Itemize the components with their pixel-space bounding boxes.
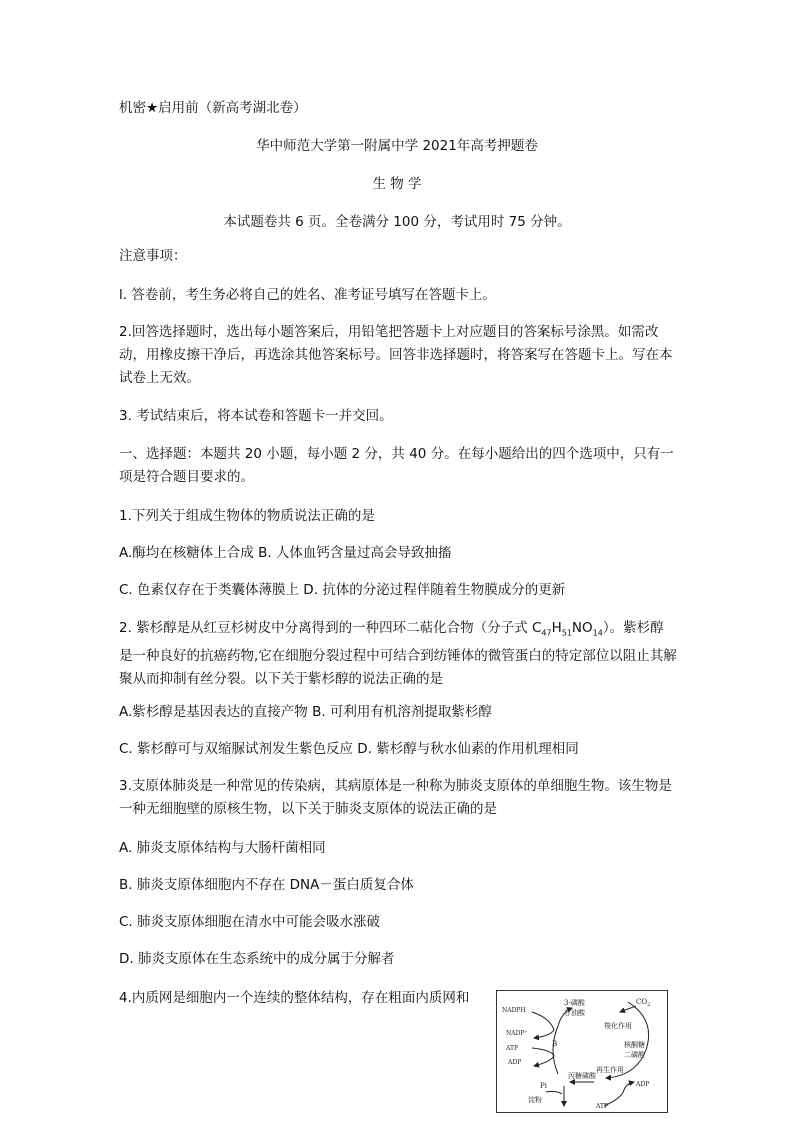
- exam-title: 华中师范大学第一附属中学 2021年高考押题卷: [256, 138, 538, 154]
- confidential-line: 机密★启用前（新高考湖北卷）: [119, 100, 307, 116]
- q2-stem: 2. 紫杉醇是从红豆杉树皮中分离得到的一种四环二萜化合物（分子式 $C_{47}H_{51}NO_{14}$）。紫杉醇是一种良好的抗癌药物,它在细胞分裂过程中可结合到纺锤体的微管蛋白的特定部位以阻止其解聚从而抑制有丝分裂。以下关于紫杉醇的说法正确的是: [119, 620, 677, 687]
- label-nadph: NADPH: [502, 1007, 526, 1014]
- label-triose: 丙糖磷酸: [568, 1072, 596, 1080]
- q1-stem: 1.下列关于组成生物体的物质说法正确的是: [119, 508, 375, 524]
- label-pga: 3-磷酸: [564, 999, 585, 1007]
- q1-options-ab: A.酶均在核糖体上合成 B. 人体血钙含量过高会导致抽搐: [119, 545, 452, 561]
- q3-option-c: C. 肺炎支原体细胞在清水中可能会吸水涨破: [119, 914, 381, 930]
- q3-stem: 3.支原体肺炎是一种常见的传染病，其病原体是一种称为肺炎支原体的单细胞生物。该生物是一种无细胞壁的原核生物，以下关于肺炎支原体的说法正确的是: [119, 778, 672, 817]
- notes-heading: 注意事项：: [119, 248, 187, 264]
- label-co2: $CO_2$: [636, 998, 651, 1008]
- q3-option-a: A. 肺炎支原体结构与大肠杆菌相同: [119, 840, 326, 856]
- note-1: l. 答卷前，考生务必将自己的姓名、准考证号填写在答题卡上。: [119, 287, 496, 303]
- q1-options-cd: C. 色素仅存在于类囊体薄膜上 D. 抗体的分泌过程伴随着生物膜成分的更新: [119, 582, 566, 598]
- note-2: 2.回答选择题时，选出每小题答案后，用铅笔把答题卡上对应题目的答案标号涂黑。如需改动，用橡皮擦干净后，再选涂其他答案标号。回答非选择题时，将答案写在答题卡上。写在本试卷上无效。: [119, 324, 673, 386]
- label-carboxylation: 羧化作用: [604, 1022, 632, 1030]
- label-adp: ADP: [508, 1059, 522, 1066]
- label-b: B: [552, 1040, 558, 1048]
- exam-info: 本试题卷共 6 页。全卷满分 100 分，考试用时 75 分钟。: [223, 214, 571, 230]
- calvin-cycle-diagram: [496, 990, 668, 1113]
- q3-option-d: D. 肺炎支原体在生态系统中的成分属于分解者: [119, 951, 395, 967]
- label-pi: Pi: [540, 1082, 547, 1090]
- note-3: 3. 考试结束后，将本试卷和答题卡一并交回。: [119, 408, 393, 424]
- section-1-intro: 一、选择题：本题共 20 小题，每小题 2 分，共 40 分。在每小题给出的四个选项中，只有一项是符合题目要求的。: [119, 446, 674, 485]
- label-rubp: 核酮糖: [624, 1041, 645, 1049]
- label-starch: 淀粉: [528, 1096, 542, 1104]
- label-atp-right: ATP: [596, 1103, 609, 1110]
- label-atp: ATP: [506, 1045, 519, 1052]
- q4-stem: 4.内质网是细胞内一个连续的整体结构，存在粗面内质网和: [119, 990, 470, 1006]
- label-rubp-2: 二磷酸: [624, 1051, 645, 1059]
- label-adp-right: ADP: [636, 1081, 650, 1088]
- label-regeneration: 再生作用: [596, 1066, 624, 1074]
- label-nadp: NADP⁺: [506, 1030, 528, 1037]
- subject-title: 生 物 学: [372, 176, 422, 192]
- label-pga-2: 甘油酸: [564, 1009, 585, 1017]
- q2-options-ab: A.紫杉醇是基因表达的直接产物 B. 可利用有机溶剂提取紫杉醇: [119, 704, 492, 720]
- q3-option-b: B. 肺炎支原体细胞内不存在 DNA－蛋白质复合体: [119, 877, 414, 893]
- q2-options-cd: C. 紫杉醇可与双缩脲试剂发生紫色反应 D. 紫杉醇与秋水仙素的作用机理相同: [119, 741, 579, 757]
